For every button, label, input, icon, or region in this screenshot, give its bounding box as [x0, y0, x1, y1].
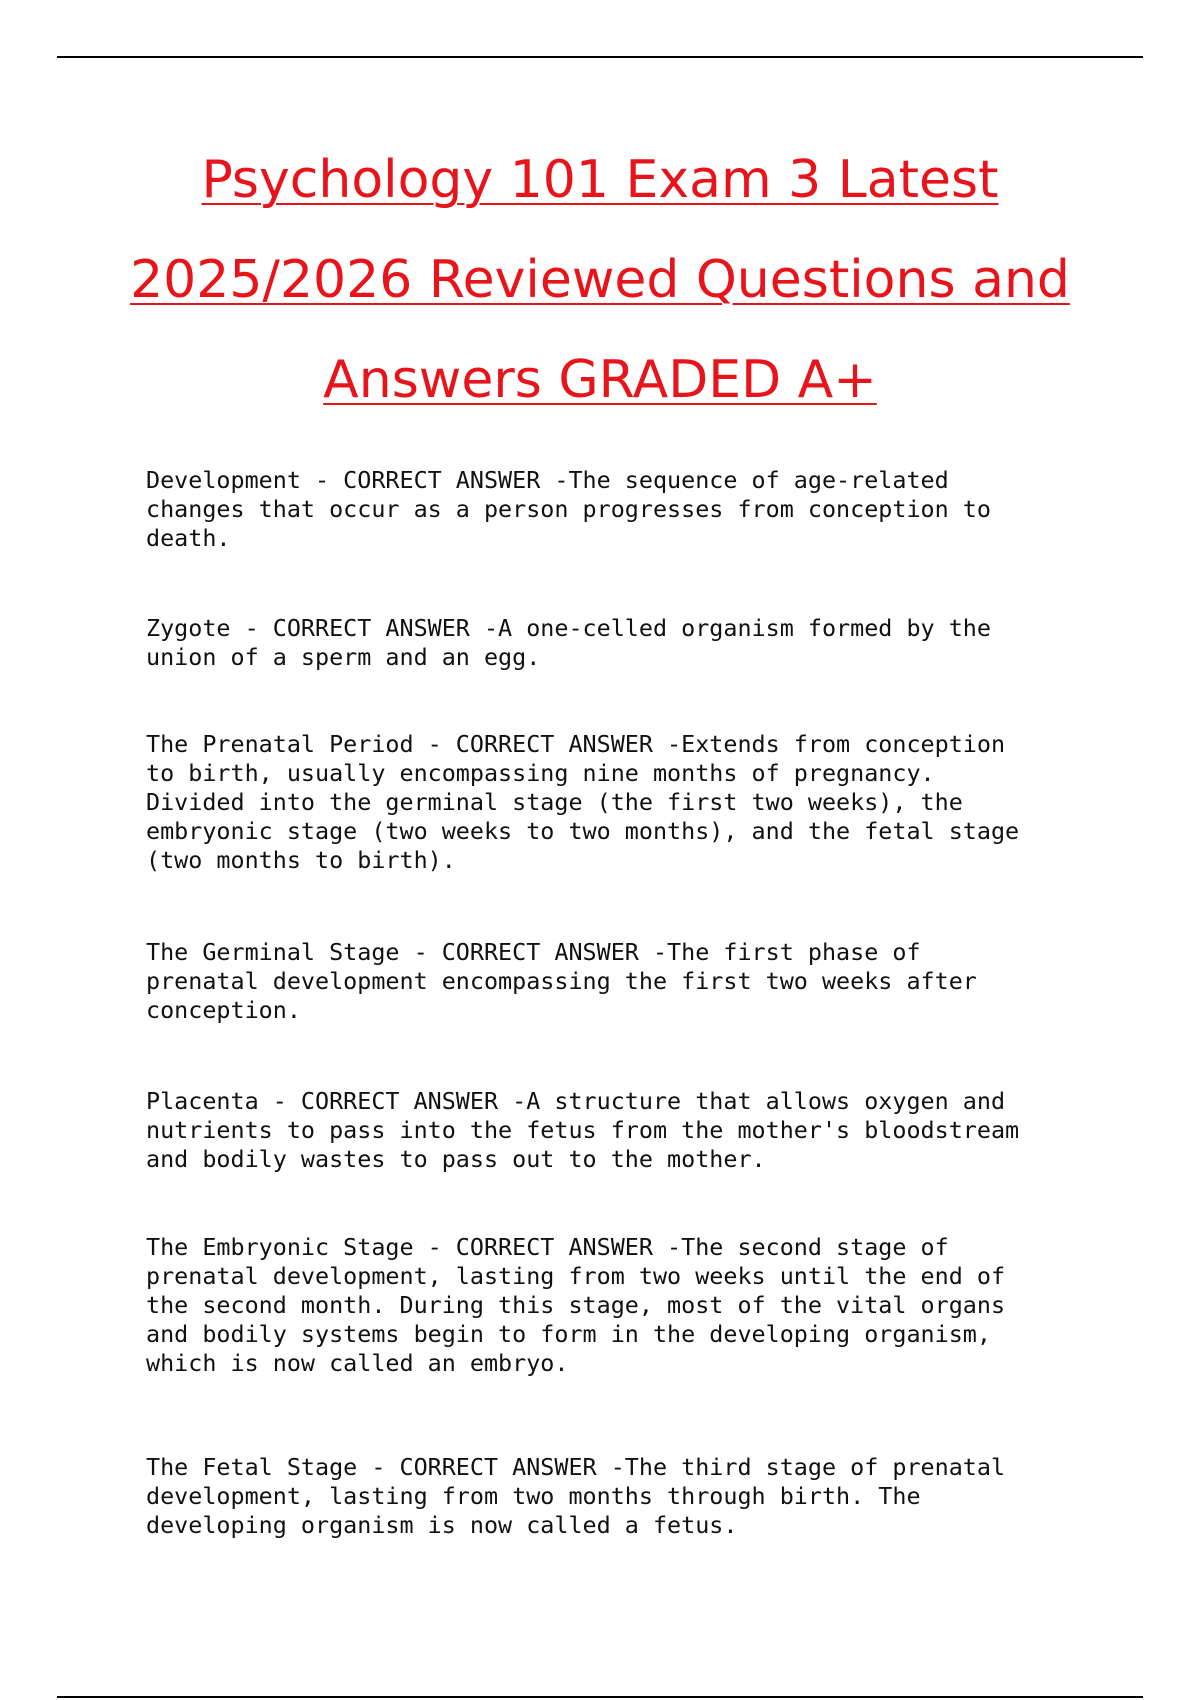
- entry-development: Development - CORRECT ANSWER -The sequence of age-related changes that occur as a person progresses from conception to death.: [146, 466, 991, 552]
- entry-embryonic-stage: The Embryonic Stage - CORRECT ANSWER -The second stage of prenatal development, lasting from two weeks until the end of the second month. During this stage, most of the vital organs and bodily systems begin to form in the developing organism, which is now called an embryo.: [146, 1233, 1006, 1377]
- entry-placenta: Placenta - CORRECT ANSWER -A structure that allows oxygen and nutrients to pass into the fetus from the mother's bloodstream and bodily wastes to pass out to the mother.: [146, 1087, 1020, 1173]
- title-line-2: 2025/2026 Reviewed Questions and: [130, 250, 1070, 310]
- top-rule: [57, 56, 1143, 58]
- entry-zygote: Zygote - CORRECT ANSWER -A one-celled organism formed by the union of a sperm and an egg.: [146, 614, 991, 671]
- entry-germinal-stage: The Germinal Stage - CORRECT ANSWER -The first phase of prenatal development encompassing the first two weeks after conception.: [146, 938, 977, 1024]
- entry-fetal-stage: The Fetal Stage - CORRECT ANSWER -The third stage of prenatal development, lasting from two months through birth. The developing organism is now called a fetus.: [146, 1453, 1006, 1539]
- bottom-rule: [57, 1696, 1143, 1698]
- title-line-3: Answers GRADED A+: [323, 350, 877, 410]
- entry-prenatal-period: The Prenatal Period - CORRECT ANSWER -Extends from conception to birth, usually encompassing nine months of pregnancy. Divided into the germinal stage (the first two weeks), the embryonic stage (two weeks to two months), and the fetal stage (two months to birth).: [146, 730, 1020, 874]
- title-line-1: Psychology 101 Exam 3 Latest: [201, 150, 999, 210]
- document-title: [100, 130, 1100, 430]
